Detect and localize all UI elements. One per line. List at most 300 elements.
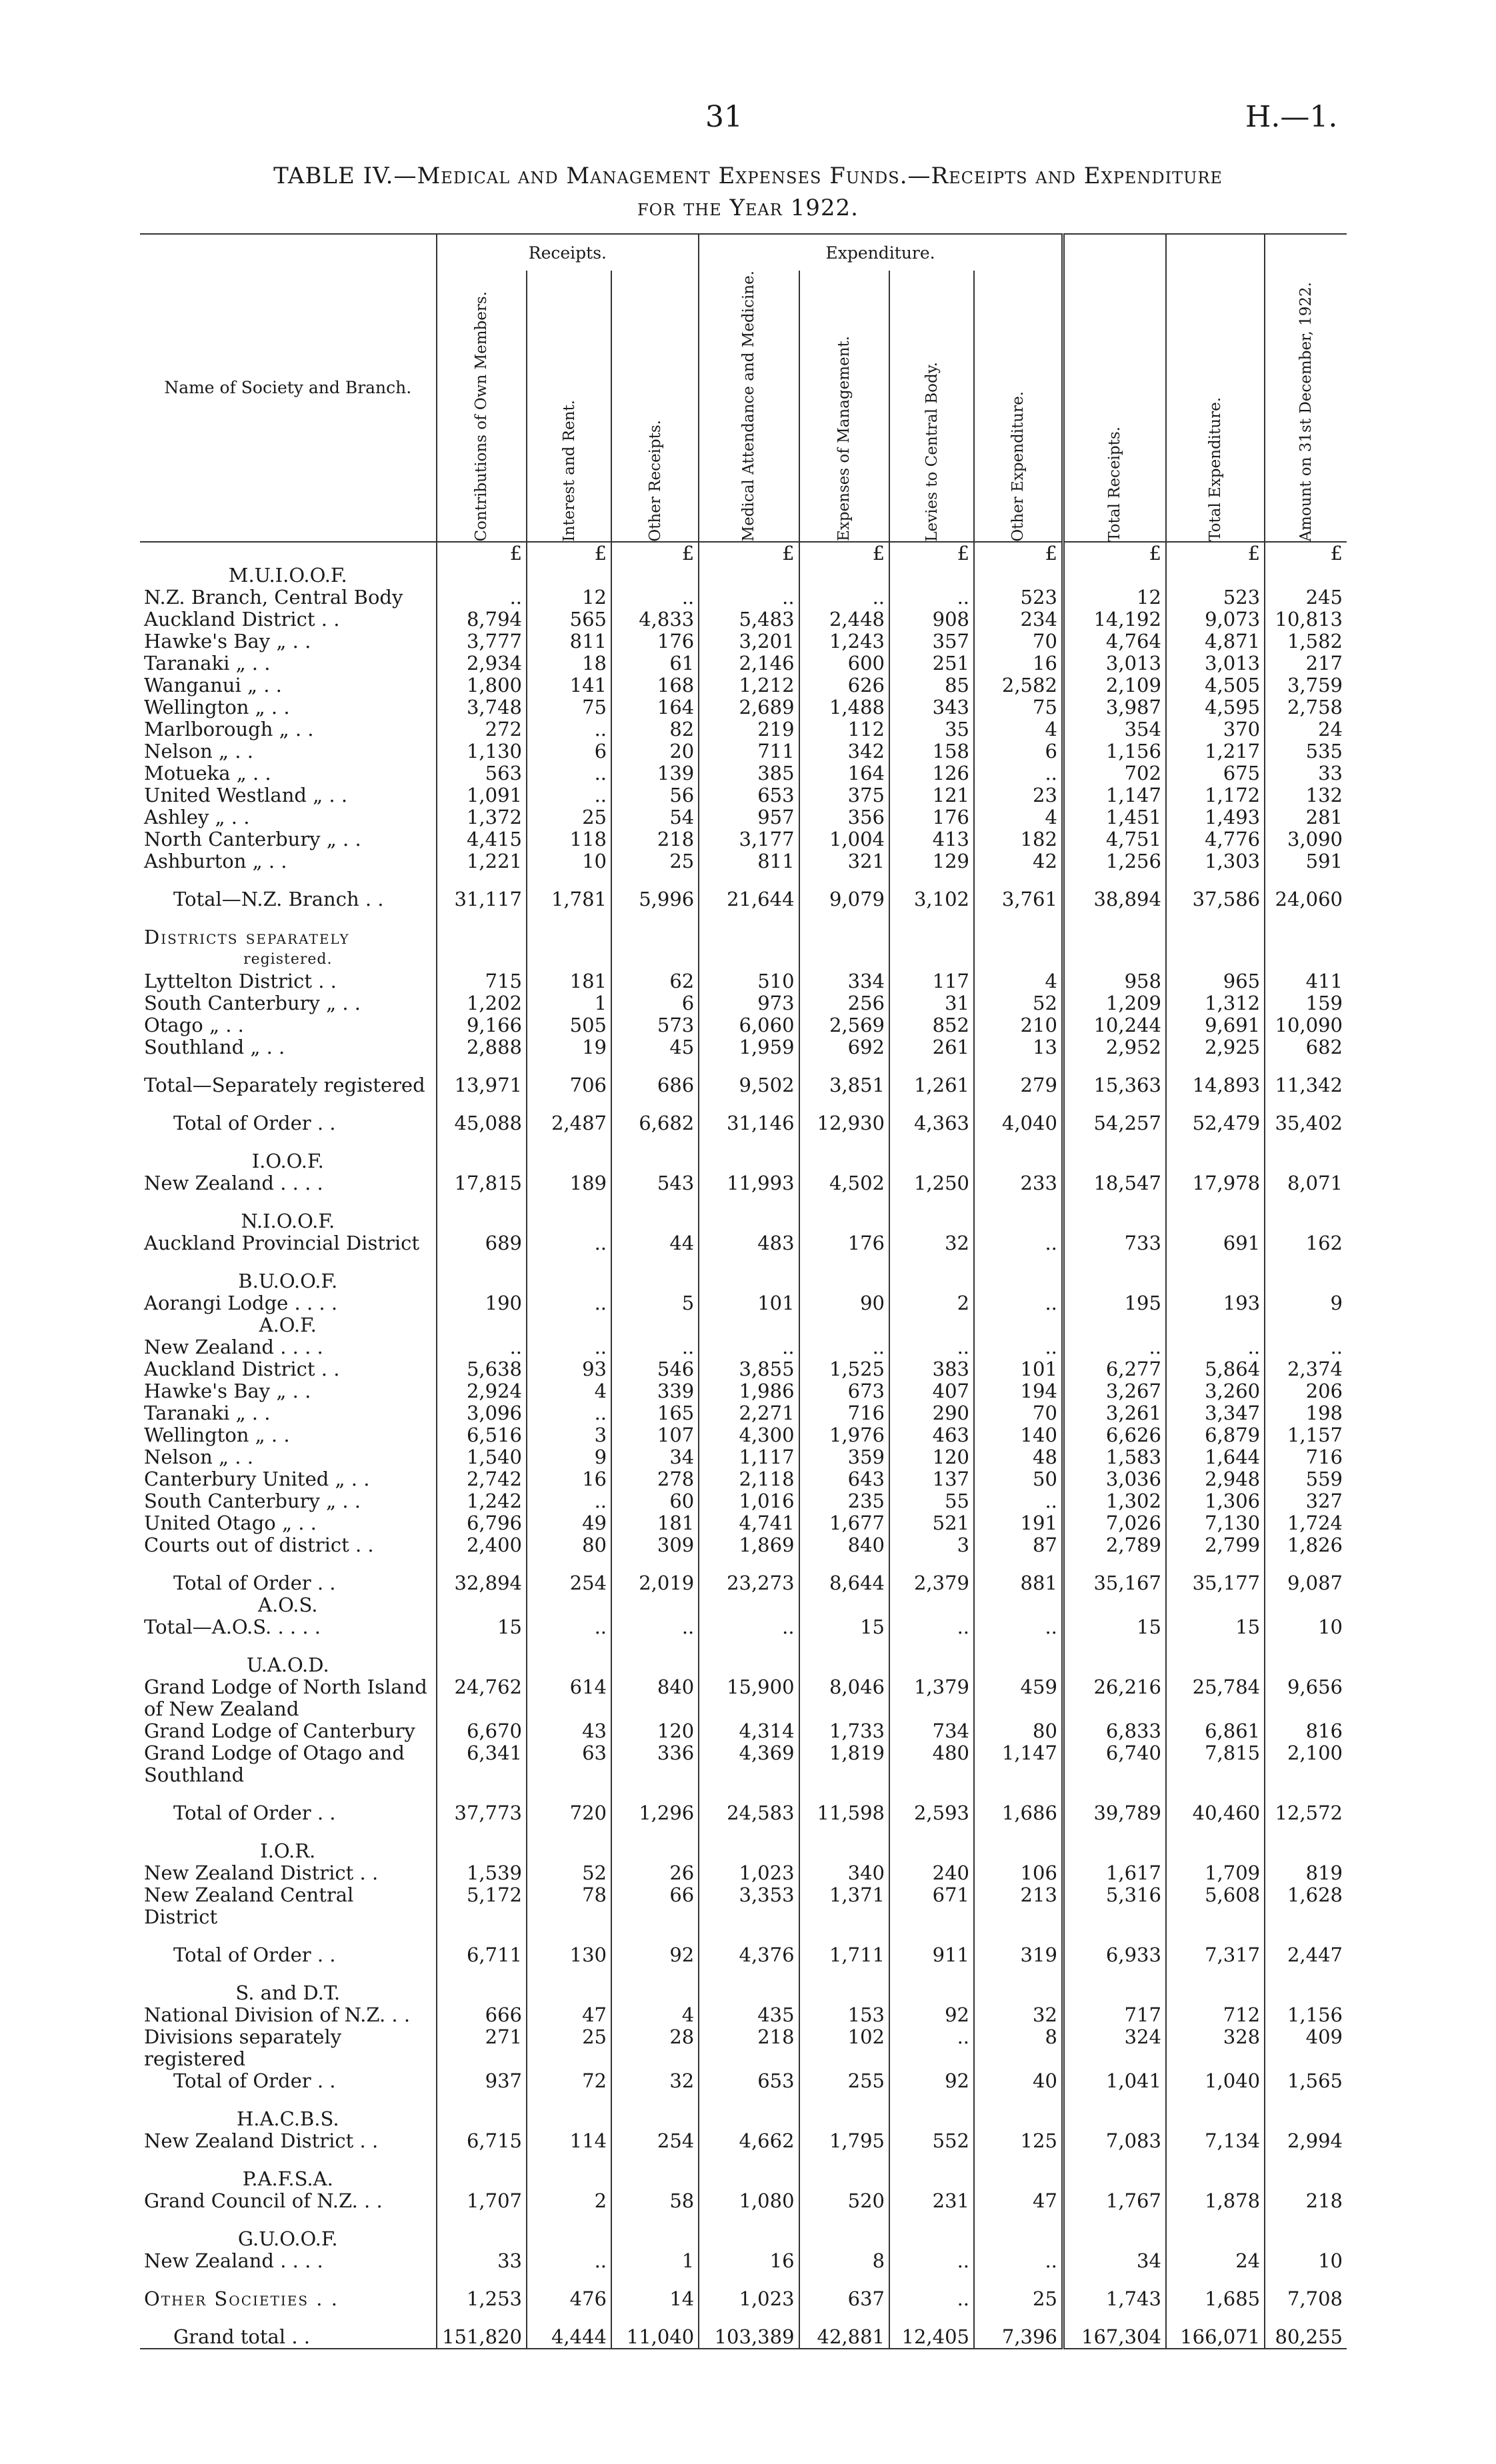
value-cell: 3,267 [1063,1380,1166,1402]
value-cell: 734 [889,1720,974,1742]
empty-cell [527,1654,611,1676]
empty-cell [437,1654,527,1676]
spacer-row [140,1786,1347,1802]
table-row [140,1074,1347,1096]
document-reference: H.—1. [1245,100,1338,134]
empty-cell [611,1150,699,1172]
value-cell: 7,026 [1063,1512,1166,1534]
value-cell: 1,525 [799,1358,889,1380]
row-name: Southland „ . . [144,1036,285,1059]
section-heading: I.O.R. [260,1840,316,1863]
value-cell: 1,243 [799,630,889,652]
value-cell: 271 [437,2026,527,2070]
value-cell: 1,493 [1166,806,1265,828]
spacer-cell [1063,1096,1166,1112]
value-cell: 3 [527,1424,611,1446]
value-cell: 191 [974,1512,1063,1534]
value-cell: 1,976 [799,1424,889,1446]
value-cell: 4,505 [1166,674,1265,696]
empty-cell [1265,1982,1347,2004]
value-cell: 1,157 [1265,1424,1347,1446]
row-name: Grand Lodge of Otago and Southland [144,1742,405,1787]
empty-cell [1166,1314,1265,1336]
section-heading: A.O.F. [259,1314,317,1337]
spacer-cell [527,1096,611,1112]
value-cell: 235 [799,1490,889,1512]
spacer-cell [611,1928,699,1944]
value-cell: 254 [611,2130,699,2152]
value-cell: 2,934 [437,652,527,674]
value-cell: 12 [1063,587,1166,609]
value-cell: 2,948 [1166,1468,1265,1490]
value-cell: 342 [799,740,889,762]
value-cell: 573 [611,1014,699,1036]
spacer-cell [1063,1194,1166,1210]
value-cell: 4,764 [1063,630,1166,652]
value-cell: .. [889,1336,974,1358]
spacer-cell [140,2092,437,2108]
value-cell: 2,994 [1265,2130,1347,2152]
value-cell: 132 [1265,784,1347,806]
spacer-cell [611,2310,699,2326]
value-cell: .. [1265,1336,1347,1358]
value-cell: 2,100 [1265,1742,1347,1786]
value-cell: 165 [611,1402,699,1424]
spacer-cell [611,2212,699,2228]
value-cell: 34 [611,1446,699,1468]
row-name: Canterbury United „ . . [144,1468,370,1491]
value-cell: 1,212 [699,674,799,696]
value-cell: 78 [527,1884,611,1928]
value-cell: 11,342 [1265,1074,1347,1096]
value-cell: 52 [527,1862,611,1884]
empty-cell [974,1982,1063,2004]
value-cell: 190 [437,1292,527,1314]
value-cell: 8,046 [799,1676,889,1720]
value-cell: 5,608 [1166,1884,1265,1928]
value-cell: 1,130 [437,740,527,762]
empty-cell [974,1314,1063,1336]
empty-cell [437,2108,527,2130]
spacer-cell [799,2212,889,2228]
spacer-cell [1166,1254,1265,1270]
value-cell: 15,900 [699,1676,799,1720]
spacer-cell [974,1824,1063,1840]
value-cell: 176 [611,630,699,652]
spacer-cell [799,1638,889,1654]
value-cell: 3,096 [437,1402,527,1424]
section-heading: S. and D.T. [235,1981,341,2005]
section-heading: N.I.O.O.F. [241,1210,335,1233]
empty-cell [1265,1150,1347,1172]
value-cell: 6,626 [1063,1424,1166,1446]
value-cell: 1,733 [799,1720,889,1742]
table-row [140,762,1347,784]
empty-cell [699,948,799,970]
value-cell: 711 [699,740,799,762]
empty-cell [611,565,699,587]
spacer-cell [140,1786,437,1802]
value-cell: 1,539 [437,1862,527,1884]
col-total-expenditure: Total Expenditure. [1166,234,1265,542]
value-cell: 552 [889,2130,974,2152]
empty-cell [1166,1150,1265,1172]
spacer-row [140,1966,1347,1982]
empty-cell [1265,926,1347,948]
value-cell: 840 [611,1676,699,1720]
value-cell: 1,296 [611,1802,699,1824]
value-cell: 24,060 [1265,888,1347,910]
section-heading: I.O.O.F. [251,1150,324,1173]
value-cell: 33 [437,2250,527,2272]
value-cell: 126 [889,762,974,784]
value-cell: 375 [799,784,889,806]
spacer-cell [1265,1638,1347,1654]
value-cell: 70 [974,1402,1063,1424]
row-name: Wellington „ . . [144,1424,290,1447]
value-cell: 18,547 [1063,1172,1166,1194]
empty-cell [1166,1654,1265,1676]
spacer-cell [1265,2272,1347,2288]
empty-cell [1265,1594,1347,1616]
value-cell: 673 [799,1380,889,1402]
empty-cell [527,2228,611,2250]
value-cell: 80 [527,1534,611,1556]
value-cell: 129 [889,850,974,872]
value-cell: 50 [974,1468,1063,1490]
spacer-cell [889,1058,974,1074]
spacer-cell [1063,910,1166,926]
empty-cell [1265,948,1347,970]
value-cell: .. [437,1336,527,1358]
row-name: Taranaki „ . . [144,1402,271,1425]
value-cell: 653 [699,2070,799,2092]
empty-cell [889,565,974,587]
empty-cell [437,1270,527,1292]
value-cell: 25 [527,2026,611,2070]
value-cell: 671 [889,1884,974,1928]
empty-cell [799,1654,889,1676]
empty-cell [699,1594,799,1616]
spacer-cell [527,2310,611,2326]
value-cell: 66 [611,1884,699,1928]
section-heading-row [140,1654,1347,1676]
value-cell: 1,242 [437,1490,527,1512]
empty-cell [1166,2228,1265,2250]
value-cell: 3,851 [799,1074,889,1096]
value-cell: 12,572 [1265,1802,1347,1824]
value-cell: 327 [1265,1490,1347,1512]
value-cell: 37,773 [437,1802,527,1824]
value-cell: 47 [527,2004,611,2026]
value-cell: 1,041 [1063,2070,1166,2092]
empty-cell [527,2108,611,2130]
spacer-row [140,2152,1347,2168]
value-cell: .. [527,1336,611,1358]
spacer-cell [1166,1786,1265,1802]
value-cell: 82 [611,718,699,740]
empty-cell [527,565,611,587]
table-row [140,1402,1347,1424]
spacer-cell [799,1096,889,1112]
value-cell: 164 [611,696,699,718]
value-cell: 8,071 [1265,1172,1347,1194]
value-cell: 56 [611,784,699,806]
value-cell: 3,102 [889,888,974,910]
spacer-cell [889,2092,974,2108]
empty-cell [527,1982,611,2004]
empty-cell [1166,1594,1265,1616]
empty-cell [1166,948,1265,970]
row-name: Divisions separately registered [144,2026,342,2071]
value-cell: 4,833 [611,609,699,630]
table-row [140,1742,1347,1786]
value-cell: 3,759 [1265,674,1347,696]
value-cell: 25 [974,2288,1063,2310]
value-cell: 272 [437,718,527,740]
value-cell: 35,402 [1265,1112,1347,1134]
value-cell: 6,861 [1166,1720,1265,1742]
spacer-cell [140,2310,437,2326]
row-name: Ashburton „ . . [144,850,287,873]
value-cell: .. [699,1616,799,1638]
spacer-cell [974,1194,1063,1210]
spacer-cell [889,1096,974,1112]
value-cell: 385 [699,762,799,784]
value-cell: 1,371 [799,1884,889,1928]
spacer-cell [799,2272,889,2288]
value-cell: 1,312 [1166,992,1265,1014]
spacer-cell [1265,2092,1347,2108]
value-cell: 213 [974,1884,1063,1928]
value-cell: 219 [699,718,799,740]
value-cell: 1,582 [1265,630,1347,652]
value-cell: 965 [1166,970,1265,992]
empty-cell [611,926,699,948]
spacer-cell [974,1928,1063,1944]
table-row [140,806,1347,828]
spacer-row [140,1058,1347,1074]
empty-cell [527,926,611,948]
value-cell: 4,369 [699,1742,799,1786]
value-cell: .. [527,1402,611,1424]
table-row [140,1862,1347,1884]
empty-cell [699,1654,799,1676]
spacer-cell [699,1786,799,1802]
table-row [140,630,1347,652]
value-cell: 11,993 [699,1172,799,1194]
value-cell: .. [974,1490,1063,1512]
spacer-cell [799,1824,889,1840]
row-name: Total of Order . . [173,1802,336,1825]
empty-cell [1063,2168,1166,2190]
empty-cell [889,1210,974,1232]
row-name: Motueka „ . . [144,762,271,785]
spacer-cell [889,2152,974,2168]
empty-cell [699,1270,799,1292]
table-row [140,587,1347,609]
spacer-cell [140,910,437,926]
value-cell: 543 [611,1172,699,1194]
value-cell: 702 [1063,762,1166,784]
value-cell: 3,353 [699,1884,799,1928]
value-cell: 9 [1265,1292,1347,1314]
value-cell: 117 [889,970,974,992]
value-cell: 1,372 [437,806,527,828]
value-cell: 4,502 [799,1172,889,1194]
value-cell: 42,881 [799,2326,889,2349]
spacer-cell [527,910,611,926]
spacer-cell [974,1134,1063,1150]
spacer-cell [1063,1556,1166,1572]
empty-cell [974,2108,1063,2130]
empty-cell [1166,1210,1265,1232]
spacer-cell [974,2152,1063,2168]
spacer-cell [140,1194,437,1210]
empty-cell [699,2168,799,2190]
value-cell: 1,253 [437,2288,527,2310]
value-cell: 15 [437,1616,527,1638]
value-cell: 591 [1265,850,1347,872]
value-cell: 24 [1166,2250,1265,2272]
empty-cell [1265,2228,1347,2250]
spacer-cell [889,1824,974,1840]
value-cell: 164 [799,762,889,784]
spacer-cell [1265,872,1347,888]
empty-cell [1063,926,1166,948]
empty-cell [799,1840,889,1862]
value-cell: 3,855 [699,1358,799,1380]
value-cell: 7,130 [1166,1512,1265,1534]
section-heading: M.U.I.O.O.F. [228,564,347,587]
value-cell: 2 [889,1292,974,1314]
value-cell: 9 [527,1446,611,1468]
empty-cell [699,1150,799,1172]
spacer-cell [974,2310,1063,2326]
table-row [140,1380,1347,1402]
section-heading-row [140,565,1347,587]
spacer-cell [437,2152,527,2168]
value-cell: 43 [527,1720,611,1742]
spacer-cell [437,2310,527,2326]
row-name: United Westland „ . . [144,784,348,807]
spacer-cell [437,1928,527,1944]
value-cell: 4 [974,806,1063,828]
value-cell: 218 [611,828,699,850]
empty-cell [527,1840,611,1862]
value-cell: 159 [1265,992,1347,1014]
value-cell: 2,400 [437,1534,527,1556]
empty-cell [611,948,699,970]
row-name: Lyttelton District . . [144,970,337,993]
spacer-cell [799,1058,889,1074]
row-name: Grand Lodge of North Island of New Zealand [144,1676,427,1721]
value-cell: 9,502 [699,1074,799,1096]
spacer-cell [140,2272,437,2288]
section-heading: B.U.O.O.F. [238,1270,338,1293]
value-cell: 35,177 [1166,1572,1265,1594]
empty-cell [1265,2108,1347,2130]
table-row [140,1490,1347,1512]
section-heading-row [140,1210,1347,1232]
spacer-cell [527,1556,611,1572]
spacer-cell [799,1966,889,1982]
value-cell: 137 [889,1468,974,1490]
value-cell: 15 [1063,1616,1166,1638]
value-cell: 6,796 [437,1512,527,1534]
value-cell: 521 [889,1512,974,1534]
row-name: Nelson „ . . [144,1446,253,1469]
spacer-cell [527,2152,611,2168]
value-cell: .. [527,718,611,740]
value-cell: 218 [699,2026,799,2070]
value-cell: 37,586 [1166,888,1265,910]
value-cell: 23 [974,784,1063,806]
empty-cell [611,1840,699,1862]
spacer-cell [974,872,1063,888]
spacer-cell [527,1966,611,1982]
value-cell: 1,306 [1166,1490,1265,1512]
value-cell: 281 [1265,806,1347,828]
value-cell: 42 [974,850,1063,872]
value-cell: 47 [974,2190,1063,2212]
row-name: Hawke's Bay „ . . [144,630,311,653]
currency-symbol: £ [699,542,799,565]
spacer-cell [140,1638,437,1654]
value-cell: 9,087 [1265,1572,1347,1594]
spacer-cell [437,2272,527,2288]
value-cell: 686 [611,1074,699,1096]
row-name: New Zealand Central District [144,1884,354,1929]
value-cell: 343 [889,696,974,718]
value-cell: .. [799,1336,889,1358]
table-row [140,1720,1347,1742]
value-cell: 4,751 [1063,828,1166,850]
empty-cell [1265,2168,1347,2190]
value-cell: 3,013 [1063,652,1166,674]
empty-cell [889,1654,974,1676]
spacer-cell [437,1058,527,1074]
table-row [140,2250,1347,2272]
value-cell: 1,628 [1265,1884,1347,1928]
section-heading: G.U.O.O.F. [237,2227,338,2251]
value-cell: 653 [699,784,799,806]
empty-cell [889,948,974,970]
empty-cell [611,2108,699,2130]
value-cell: 87 [974,1534,1063,1556]
spacer-cell [1265,1096,1347,1112]
value-cell: 35 [889,718,974,740]
table-row [140,1292,1347,1314]
value-cell: 973 [699,992,799,1014]
value-cell: 61 [611,652,699,674]
spacer-cell [1063,2310,1166,2326]
spacer-cell [974,1966,1063,1982]
value-cell: 121 [889,784,974,806]
spacer-cell [437,1134,527,1150]
empty-cell [889,1594,974,1616]
row-name: Wanganui „ . . [144,674,282,697]
currency-blank [140,542,437,565]
table-row [140,992,1347,1014]
row-name: United Otago „ . . [144,1512,317,1535]
value-cell: 14,893 [1166,1074,1265,1096]
empty-cell [437,1314,527,1336]
table-row [140,1616,1347,1638]
value-cell: 1,565 [1265,2070,1347,2092]
value-cell: 1,080 [699,2190,799,2212]
value-cell: 383 [889,1358,974,1380]
